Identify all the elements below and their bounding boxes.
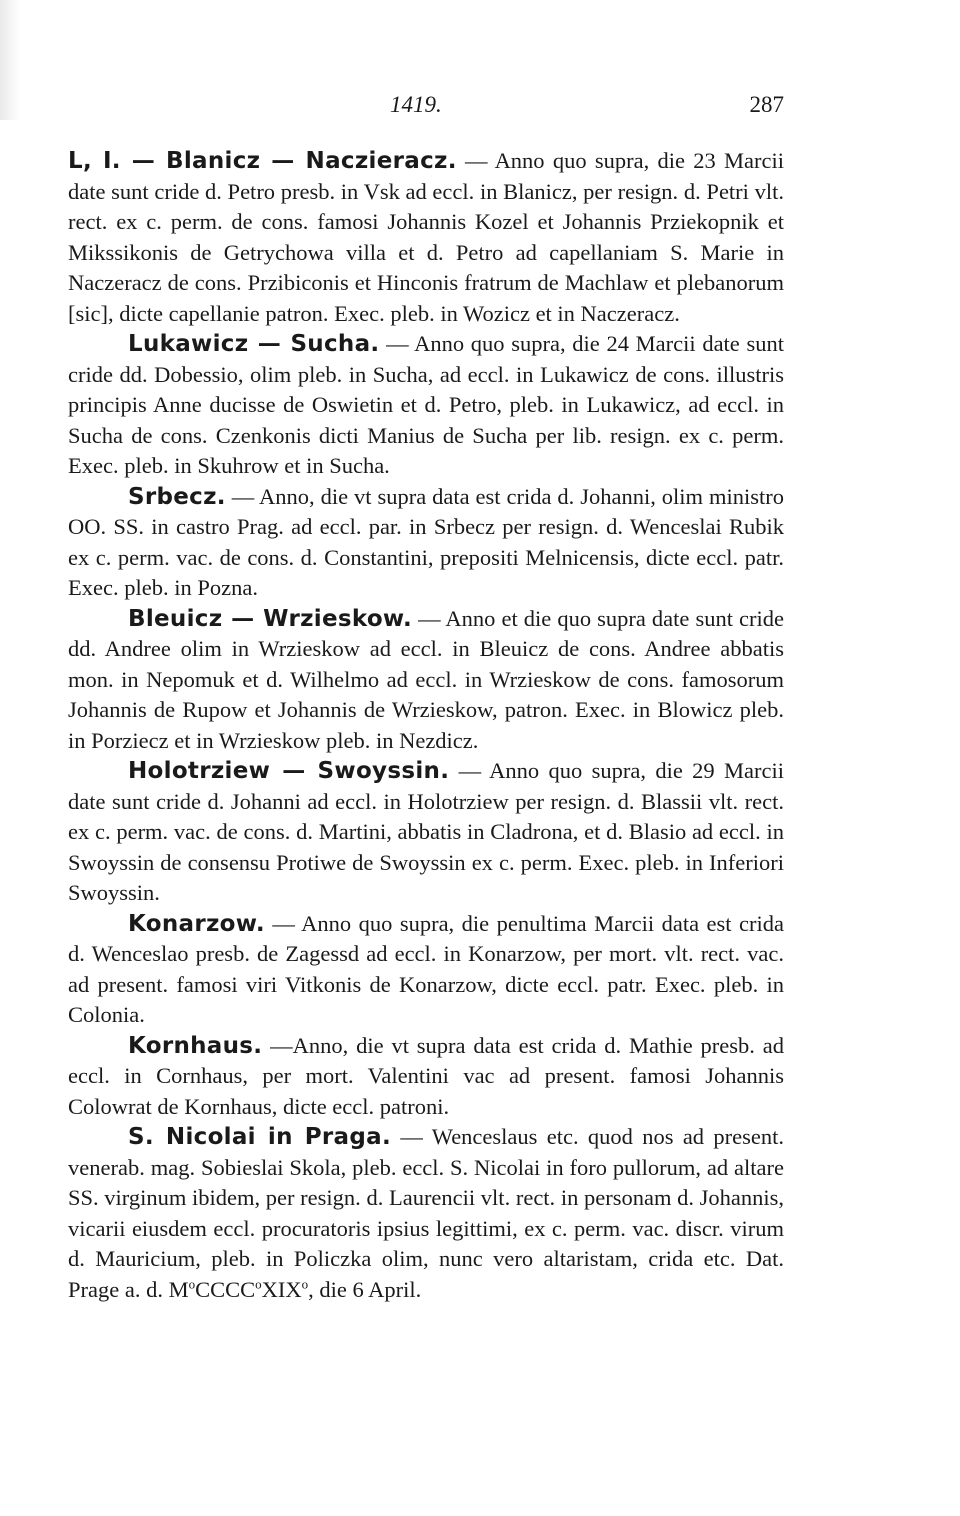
entry-heading: Konarzow. bbox=[128, 910, 265, 937]
entry-text: — Anno quo supra, die 29 Marcii date sunt cride d. Johanni ad eccl. in Holotrziew per resign. d. Blassii vlt. rect. ex c. perm. vac. de cons. d. Martini, abbatis in Cladrona, et d. Blasio ad eccl. in Swoyssin de consensu Protiwe de Swoyssin ex c. perm. Exec. pleb. in Inferiori Swoyssin. bbox=[68, 758, 784, 905]
entry-heading: Bleuicz — Wrzieskow. bbox=[128, 605, 413, 632]
entry-text: — Anno quo supra, die 23 Marcii date sunt cride d. Petro presb. in Vsk ad eccl. in Blanicz, per resign. d. Petri vlt. rect. ex c. perm. de cons. famosi Johannis Kozel et Johannis Prziekopnik et Mikssikonis de Getrychowa villa et d. Petro ad capellaniam S. Marie in Naczeracz de cons. Przibiconis et Hinconis fratrum de Machlaw et plebanorum [sic], dicte capellanie patron. Exec. pleb. in Wozicz et in Naczeracz. bbox=[68, 148, 784, 326]
entry-heading: Kornhaus. bbox=[128, 1032, 263, 1059]
entry-text: , die 6 April. bbox=[308, 1276, 422, 1302]
entries bbox=[68, 146, 784, 1305]
entry-text: — Anno quo supra, die penultima Marcii data est crida d. Wenceslao presb. de Zagessd ad eccl. in Konarzow, per mort. vlt. rect. vac. ad present. famosi viri Vitkonis de Konarzow, dicte eccl. patr. Exec. pleb. in Colonia. bbox=[68, 910, 784, 1027]
entry-heading: S. Nicolai in Praga. bbox=[128, 1124, 391, 1150]
page-header bbox=[68, 92, 784, 132]
entry-text: — Anno quo supra, die 24 Marcii date sunt cride dd. Dobessio, olim pleb. in Sucha, ad eccl. in Lukawicz de cons. illustris principis Anne ducisse de Oswietin et d. Petro, pleb. in Lukawicz, ad eccl. in Sucha de cons. Czenkonis dicti Manius de Sucha per lib. resign. ex c. perm. Exec. pleb. in Skuhrow et in Sucha. bbox=[68, 331, 784, 478]
entry-heading: Lukawicz — Sucha. bbox=[128, 331, 380, 357]
entry-holotrziew bbox=[68, 756, 784, 909]
superscript-o: o bbox=[255, 1276, 262, 1291]
entry-heading: L, I. — Blanicz — Naczieracz. bbox=[68, 148, 457, 174]
entry-bleuicz bbox=[68, 604, 784, 757]
page-number: 287 bbox=[749, 92, 784, 117]
entry-text: XIX bbox=[261, 1276, 302, 1302]
entry-text: — Wenceslaus etc. quod nos ad present. venerab. mag. Sobieslai Skola, pleb. eccl. S. Nicolai in foro pullorum, ad altare SS. virginum ibidem, per resign. d. Laurencii vlt. rect. in personam d. Johannis, vicarii eiusdem eccl. procuratoris ipsius legittimi, ex c. perm. vac. discr. virum d. Mauricium, pleb. in Policzka olim, nunc vero altaristam, crida etc. Dat. Prage a. d. M bbox=[68, 1124, 784, 1302]
entry-text: CCCC bbox=[195, 1276, 256, 1302]
superscript-o: o bbox=[188, 1276, 196, 1291]
entry-heading: Holotrziew — Swoyssin. bbox=[128, 758, 450, 784]
entry-srbecz bbox=[68, 482, 784, 604]
entry-text: — Anno et die quo supra date sunt cride dd. Andree olim in Wrzieskow ad eccl. in Bleuicz de cons. Andree abbatis mon. in Nepomuk et d. Wilhelmo ad eccl. in Wrzieskow de cons. famosorum Johannis de Rupow et Johannis de Wrzieskow, patron. Exec. in Blowicz pleb. in Porziecz et in Wrzieskow pleb. in Nezdicz. bbox=[68, 605, 785, 753]
running-head-year: 1419. bbox=[390, 92, 442, 117]
superscript-o: o bbox=[301, 1276, 309, 1291]
entry-konarzow bbox=[68, 909, 784, 1031]
entry-text: —Anno, die vt supra data est crida d. Mathie presb. ad eccl. in Cornhaus, per mort. Valentini vac ad present. famosi Johannis Colowrat de Kornhaus, dicte eccl. patroni. bbox=[68, 1032, 784, 1119]
book-page bbox=[68, 92, 784, 1305]
entry-lukawicz bbox=[68, 329, 784, 482]
entry-heading: Srbecz. bbox=[128, 483, 226, 510]
entry-text: — Anno, die vt supra data est crida d. Johanni, olim ministro OO. SS. in castro Prag. ad eccl. par. in Srbecz per resign. d. Wenceslai Rubik ex c. perm. vac. de cons. d. Constantini, prepositi Melnicensis, dicte eccl. patr. Exec. pleb. in Pozna. bbox=[68, 483, 784, 600]
entry-kornhaus bbox=[68, 1031, 784, 1123]
scan-edge-shadow bbox=[0, 0, 20, 120]
entry-s-nicolai bbox=[68, 1122, 784, 1305]
entry-blanicz bbox=[68, 146, 784, 329]
